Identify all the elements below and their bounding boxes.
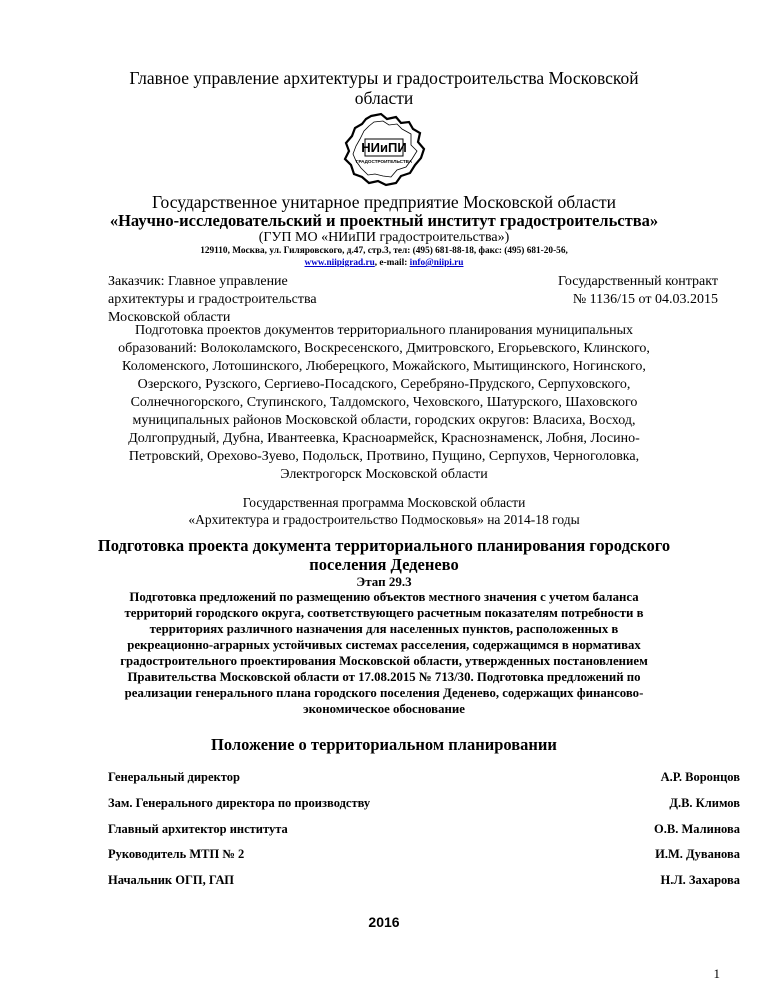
moscow-region-map-icon [341, 112, 427, 188]
signature-name: И.М. Дуванова [655, 847, 740, 861]
institute-abbreviation: (ГУП МО «НИиПИ градостроительства») [258, 230, 510, 245]
contract-block [508, 273, 718, 309]
project-description: Подготовка проектов документов территориального планирования муниципальных образований: Волоколамского, Воскресенского, Дмитровского, Егорьевского, Клинского, Коломенского, Лотошинского, Люберецкого, Можайского, Мытищинского, Ногинского, Озерского, Рузского, Сергиево-Посадского, Серебряно-Прудского, Серпуховского, Солнечногорского, Ступинского, Талдомского, Чеховского, Шатурского, Шаховского муниципальных районов Московской области, городских округов: Власиха, Восход, Долгопрудный, Дубна, Ивантеевка, Красноармейск, Краснознаменск, Лобня, Лосино-Петровский, Орехово-Зуево, Подольск, Протвино, Пущино, Серпухов, Черноголовка, Электрогорск Московской области [118, 323, 650, 482]
program-title: Государственная программа Московской области [242, 495, 526, 510]
logo-text: НИиПИ [361, 140, 407, 155]
page-number: 1 [713, 966, 720, 981]
document-year: 2016 [368, 914, 400, 930]
customer-block [108, 273, 368, 327]
enterprise-title: Государственное унитарное предприятие Московской области [151, 192, 617, 212]
signature-role: Главный архитектор института [108, 822, 288, 836]
signature-row [108, 770, 740, 788]
document-title: Положение о территориальном планировании [211, 735, 557, 754]
email-link[interactable]: info@niipi.ru [409, 258, 464, 268]
signature-name: А.Р. Воронцов [660, 770, 740, 784]
contract-number: № 1136/15 от 04.03.2015 [572, 292, 718, 307]
signature-role: Зам. Генерального директора по производству [108, 796, 371, 810]
institute-contacts [60, 258, 708, 269]
institute-address: 129110, Москва, ул. Гиляровского, д.47, стр.3, тел: (495) 681-88-18, факс: (495) 681-20-56, [200, 246, 568, 256]
signature-role: Начальник ОГП, ГАП [108, 873, 234, 887]
institute-name: «Научно-исследовательский и проектный институт градостроительства» [109, 211, 659, 230]
stage-description: Подготовка предложений по размещению объектов местного значения с учетом баланса территорий городского округа, соответствующего расчетным показателям потребности в территориях различного назначения для населенных пунктов, расположенных в рекреационно-аграрных устойчивых системах расселения, содержащимся в нормативах градостроительного проектирования Московской области, утвержденных постановлением Правительства Московской области от 17.08.2015 № 713/30. Подготовка предложений по реализации генерального плана городского поселения Деденево, содержащих финансово-экономическое обоснование [120, 590, 648, 716]
email-label: , e-mail: [374, 258, 410, 268]
signature-role: Руководитель МТП № 2 [108, 847, 245, 861]
signature-row [108, 873, 740, 891]
logo-subtext: ГРАДОСТРОИТЕЛЬСТВА [355, 159, 413, 164]
signature-row [108, 822, 740, 840]
signature-name: Д.В. Климов [669, 796, 740, 810]
signature-role: Генеральный директор [108, 770, 240, 784]
customer-line: Московской области [108, 310, 231, 325]
signature-name: О.В. Малинова [654, 822, 740, 836]
signature-row [108, 847, 740, 865]
website-link[interactable]: www.niipigrad.ru [304, 258, 375, 268]
customer-line: архитектуры и градостроительства [108, 292, 317, 307]
program-name: «Архитектура и градостроительство Подмосковья» на 2014-18 годы [188, 512, 580, 527]
contract-title: Государственный контракт [558, 274, 718, 289]
signature-row [108, 796, 740, 814]
stage-title: Подготовка проекта документа территориального планирования городского поселения Деденево [97, 536, 671, 574]
customer-line: Заказчик: Главное управление [108, 274, 288, 289]
program-block [110, 494, 658, 528]
signature-name: Н.Л. Захарова [660, 873, 740, 887]
organization-title: Главное управление архитектуры и градостроительства Московской области [129, 68, 639, 108]
stage-number: Этап 29.3 [356, 574, 412, 589]
